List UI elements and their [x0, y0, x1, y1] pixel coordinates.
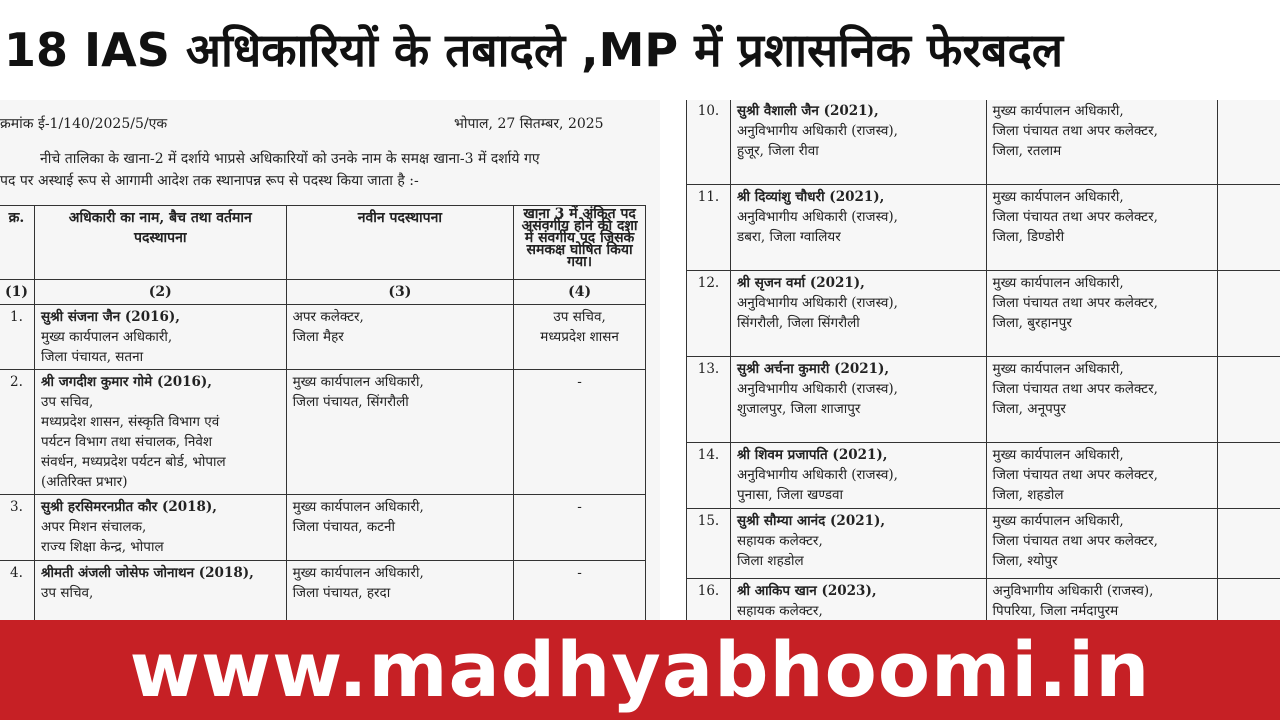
current-posting-line: अनुविभागीय अधिकारी (राजस्व), [736, 209, 898, 225]
new-posting-line: मुख्य कार्यपालन अधिकारी, [292, 499, 424, 515]
new-posting-line: जिला, रतलाम [992, 143, 1062, 159]
current-posting-line: मध्यप्रदेश शासन, संस्कृति विभाग एवं [41, 414, 220, 430]
officer-name: सुश्री सौम्या आनंद (2021), [736, 513, 886, 529]
officer-cell [730, 100, 986, 185]
table-row [687, 271, 1280, 357]
new-posting-cell [286, 561, 514, 621]
intro-line-2: पद पर अस्थाई रूप से आगामी आदेश तक स्थानापन्न रूप से पदस्थ किया जाता है :- [0, 173, 419, 189]
table-row [0, 370, 646, 495]
equivalent-post-line: मध्यप्रदेश शासन [540, 329, 619, 345]
new-posting-line: जिला, शहडोल [992, 487, 1064, 503]
current-posting-line: संवर्धन, मध्यप्रदेश पर्यटन बोर्ड, भोपाल [41, 454, 226, 470]
current-posting-line: (अतिरिक्त प्रभार) [41, 474, 128, 490]
header-serial: क्र. [0, 206, 35, 280]
current-posting-line: शुजालपुर, जिला शाजापुर [736, 401, 861, 417]
officer-name: श्रीमती अंजली जोसेफ जोनाथन (2018), [41, 565, 254, 581]
table-header-row [0, 206, 646, 280]
new-posting-cell [986, 271, 1218, 357]
headline: 18 IAS अधिकारियों के तबादले ,MP में प्रशासनिक फेरबदल [0, 0, 1280, 100]
equivalent-post-cell [1218, 443, 1280, 509]
officer-cell [730, 509, 986, 579]
new-posting-line: जिला पंचायत तथा अपर कलेक्टर, [992, 123, 1158, 139]
new-posting-line: अनुविभागीय अधिकारी (राजस्व), [992, 583, 1154, 599]
current-posting-line: अनुविभागीय अधिकारी (राजस्व), [736, 467, 898, 483]
new-posting-line: जिला मैहर [292, 329, 344, 345]
officer-name: सुश्री संजना जैन (2016), [41, 309, 180, 325]
table-row [687, 509, 1280, 579]
officer-name: श्री दिव्यांशु चौधरी (2021), [736, 189, 885, 205]
order-reference: क्रमांक ई-1/140/2025/5/एक [0, 116, 168, 132]
new-posting-line: पिपरिया, जिला नर्मदापुरम [992, 603, 1119, 619]
table-row [687, 357, 1280, 443]
new-posting-line: जिला पंचायत तथा अपर कलेक्टर, [992, 381, 1158, 397]
new-posting-line: मुख्य कार्यपालन अधिकारी, [992, 447, 1124, 463]
current-posting-line: पर्यटन विभाग तथा संचालक, निवेश [41, 434, 213, 450]
new-posting-line: मुख्य कार्यपालन अधिकारी, [292, 374, 424, 390]
serial-number: 10. [687, 100, 731, 185]
table-row [0, 305, 646, 370]
current-posting-line: अनुविभागीय अधिकारी (राजस्व), [736, 295, 898, 311]
new-posting-line: जिला पंचायत, सिंगरौली [292, 394, 409, 410]
col-number: (1) [0, 280, 35, 305]
serial-number: 4. [0, 561, 35, 621]
officer-cell [730, 185, 986, 271]
officer-cell [730, 443, 986, 509]
officer-name: श्री शिवम प्रजापति (2021), [736, 447, 888, 463]
new-posting-cell [986, 443, 1218, 509]
equivalent-post-line: - [577, 565, 582, 581]
officer-name: श्री आकिप खान (2023), [736, 583, 877, 599]
intro-line-1: नीचे तालिका के खाना-2 में दर्शाये भाप्रसे अधिकारियों को उनके नाम के समक्ष खाना-3 में दर्शाये गए [40, 151, 540, 167]
officer-name: सुश्री अर्चना कुमारी (2021), [736, 361, 890, 377]
col-number: (4) [514, 280, 646, 305]
new-posting-line: जिला, बुरहानपुर [992, 315, 1072, 331]
equivalent-post-cell [1218, 100, 1280, 185]
new-posting-cell [986, 357, 1218, 443]
header-equivalent-post: खाना 3 में अंकित पद असंवर्गीय होने की दशा में संवर्गीय पद जिसके समकक्ष घोषित किया गया। [514, 206, 646, 280]
current-posting-line: अनुविभागीय अधिकारी (राजस्व), [736, 381, 898, 397]
new-posting-line: जिला पंचायत तथा अपर कलेक्टर, [992, 209, 1158, 225]
col-number: (2) [35, 280, 287, 305]
new-posting-cell [986, 579, 1218, 621]
new-posting-line: जिला पंचायत, हरदा [292, 585, 391, 601]
new-posting-cell [286, 305, 514, 370]
header-new-posting: नवीन पदस्थापना [286, 206, 514, 280]
table-row [687, 579, 1280, 621]
current-posting-line: मुख्य कार्यपालन अधिकारी, [41, 329, 173, 345]
serial-number: 12. [687, 271, 731, 357]
equivalent-post-line: - [577, 499, 582, 515]
col-number: (3) [286, 280, 514, 305]
officer-name: श्री सृजन वर्मा (2021), [736, 275, 865, 291]
new-posting-line: मुख्य कार्यपालन अधिकारी, [992, 189, 1124, 205]
new-posting-line: जिला पंचायत तथा अपर कलेक्टर, [992, 467, 1158, 483]
equivalent-post-cell [514, 561, 646, 621]
current-posting-line: अनुविभागीय अधिकारी (राजस्व), [736, 123, 898, 139]
officer-cell [35, 370, 287, 495]
current-posting-line: सहायक कलेक्टर, [736, 603, 823, 619]
serial-number: 16. [687, 579, 731, 621]
officer-cell [730, 271, 986, 357]
table-row [0, 561, 646, 621]
officer-name: सुश्री वैशाली जैन (2021), [736, 103, 879, 119]
transfer-table-left [0, 205, 646, 620]
current-posting-line: सहायक कलेक्टर, [736, 533, 823, 549]
serial-number: 15. [687, 509, 731, 579]
new-posting-cell [286, 370, 514, 495]
new-posting-cell [986, 509, 1218, 579]
current-posting-line: उप सचिव, [41, 394, 94, 410]
current-posting-line: पुनासा, जिला खण्डवा [736, 487, 843, 503]
current-posting-line: उप सचिव, [41, 585, 94, 601]
equivalent-post-cell [1218, 579, 1280, 621]
new-posting-line: जिला, श्योपुर [992, 553, 1058, 569]
equivalent-post-cell [1218, 185, 1280, 271]
new-posting-line: जिला, अनूपपुर [992, 401, 1066, 417]
equivalent-post-cell [514, 305, 646, 370]
serial-number: 3. [0, 495, 35, 561]
current-posting-line: डबरा, जिला ग्वालियर [736, 229, 841, 245]
new-posting-line: मुख्य कार्यपालन अधिकारी, [992, 275, 1124, 291]
officer-cell [35, 495, 287, 561]
equivalent-post-cell [1218, 357, 1280, 443]
order-intro [0, 148, 640, 192]
new-posting-line: जिला पंचायत तथा अपर कलेक्टर, [992, 533, 1158, 549]
order-document-right [686, 100, 1280, 620]
equivalent-post-cell [1218, 509, 1280, 579]
serial-number: 11. [687, 185, 731, 271]
new-posting-line: जिला, डिण्डोरी [992, 229, 1065, 245]
current-posting-line: सिंगरौली, जिला सिंगरौली [736, 315, 860, 331]
serial-number: 14. [687, 443, 731, 509]
new-posting-line: मुख्य कार्यपालन अधिकारी, [992, 103, 1124, 119]
officer-cell [730, 579, 986, 621]
new-posting-line: मुख्य कार्यपालन अधिकारी, [992, 513, 1124, 529]
serial-number: 1. [0, 305, 35, 370]
new-posting-line: जिला पंचायत, कटनी [292, 519, 396, 535]
new-posting-line: मुख्य कार्यपालन अधिकारी, [292, 565, 424, 581]
website-banner: www.madhyabhoomi.in [0, 620, 1280, 720]
officer-cell [35, 305, 287, 370]
order-document-left [0, 100, 660, 620]
equivalent-post-cell [514, 370, 646, 495]
new-posting-cell [986, 185, 1218, 271]
current-posting-line: राज्य शिक्षा केन्द्र, भोपाल [41, 539, 164, 555]
header-officer: अधिकारी का नाम, बैच तथा वर्तमान पदस्थापना [35, 206, 287, 280]
serial-number: 2. [0, 370, 35, 495]
serial-number: 13. [687, 357, 731, 443]
officer-cell [35, 561, 287, 621]
officer-name: सुश्री हरसिमरनप्रीत कौर (2018), [41, 499, 217, 515]
new-posting-line: अपर कलेक्टर, [292, 309, 364, 325]
transfer-table-right [686, 100, 1280, 620]
table-row [687, 443, 1280, 509]
new-posting-line: मुख्य कार्यपालन अधिकारी, [992, 361, 1124, 377]
current-posting-line: अपर मिशन संचालक, [41, 519, 147, 535]
equivalent-post-line: उप सचिव, [553, 309, 606, 325]
table-row [0, 495, 646, 561]
new-posting-line: जिला पंचायत तथा अपर कलेक्टर, [992, 295, 1158, 311]
equivalent-post-cell [1218, 271, 1280, 357]
equivalent-post-cell [514, 495, 646, 561]
equivalent-post-line: - [577, 374, 582, 390]
officer-name: श्री जगदीश कुमार गोमे (2016), [41, 374, 212, 390]
current-posting-line: जिला शहडोल [736, 553, 804, 569]
table-row [687, 100, 1280, 185]
new-posting-cell [986, 100, 1218, 185]
table-row [687, 185, 1280, 271]
column-number-row [0, 280, 646, 305]
current-posting-line: जिला पंचायत, सतना [41, 349, 144, 365]
order-date: भोपाल, 27 सितम्बर, 2025 [454, 116, 604, 132]
current-posting-line: हुजूर, जिला रीवा [736, 143, 819, 159]
new-posting-cell [286, 495, 514, 561]
officer-cell [730, 357, 986, 443]
